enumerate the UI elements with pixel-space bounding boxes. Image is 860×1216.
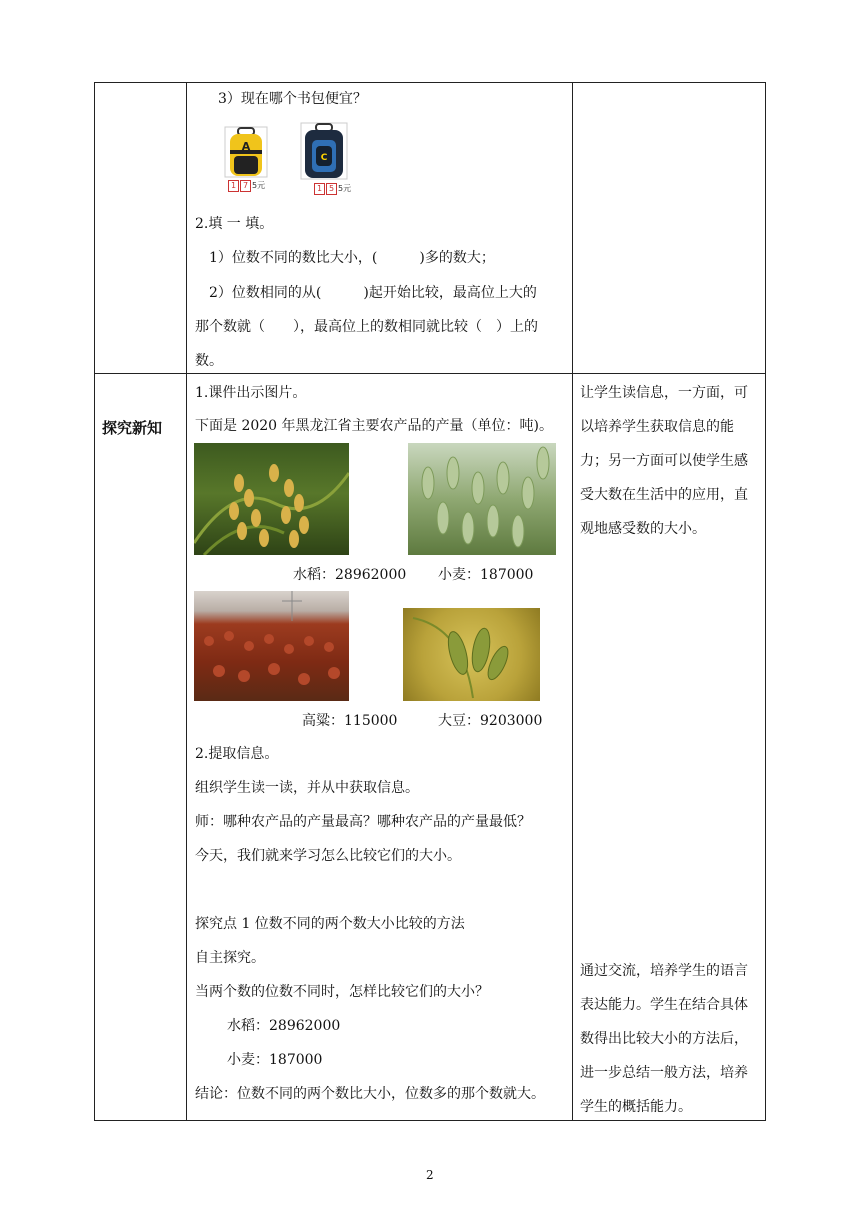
bag-a-digit-1: 1: [228, 180, 239, 192]
bag-a-letter: A: [241, 140, 251, 153]
today-line: 今天，我们就来学习怎么比较它们的大小。: [195, 848, 461, 864]
table-row-divider: [94, 373, 766, 374]
note-line-9: 进一步总结一般方法，培养: [580, 1065, 748, 1081]
note-line-8: 数得出比较大小的方法后，: [580, 1031, 748, 1047]
wheat-photo: [408, 443, 556, 555]
bag-c-letter: C: [320, 153, 328, 163]
note-line-5: 观地感受数的大小。: [580, 521, 706, 537]
section-label: 探究新知: [102, 419, 163, 437]
rice-photo: [194, 443, 349, 555]
example-wheat: 小麦：187000: [227, 1052, 323, 1068]
backpack-c-image: [300, 122, 348, 180]
bag-c-digit-2: 5: [326, 183, 337, 195]
table-border-bottom: [94, 1120, 766, 1121]
bag-c-digit-1: 1: [314, 183, 325, 195]
intro-line: 下面是 2020 年黑龙江省主要农产品的产量（单位：吨)。: [195, 418, 553, 434]
caption-rice: 水稻：28962000: [293, 567, 407, 583]
fill-item-2c: 数。: [195, 353, 223, 369]
soybean-photo: [403, 608, 540, 701]
bag-c-price: [314, 183, 351, 195]
caption-wheat: 小麦：187000: [438, 567, 534, 583]
note-line-6: 通过交流，培养学生的语言: [580, 963, 748, 979]
table-col-divider-1: [186, 82, 187, 1121]
step-2: 2.提取信息。: [195, 746, 279, 762]
bag-a-digit-2: 7: [240, 180, 251, 192]
caption-sorghum: 高粱：115000: [302, 713, 398, 729]
caption-soybean: 大豆：9203000: [438, 713, 543, 729]
self-explore: 自主探究。: [195, 950, 265, 966]
fill-title: 2.填 一 填。: [195, 216, 274, 232]
question-3: 3）现在哪个书包便宜？: [218, 91, 367, 107]
explore-point-1: 探究点 1 位数不同的两个数大小比较的方法: [195, 916, 465, 932]
note-line-10: 学生的概括能力。: [580, 1099, 692, 1115]
fill-item-2b: 那个数就（ ），最高位上的数相同就比较（ ）上的: [195, 319, 538, 335]
table-border-top: [94, 82, 766, 83]
bag-a-price-suffix: 5元: [252, 181, 266, 190]
bag-c-price-suffix: 5元: [338, 184, 352, 193]
fill-item-2a: 2）位数相同的从( )起开始比较，最高位上大的: [209, 285, 537, 301]
step-1: 1.课件出示图片。: [195, 385, 307, 401]
page-number: 2: [426, 1168, 434, 1182]
note-line-1: 让学生读信息，一方面，可: [580, 385, 748, 401]
sorghum-photo: [194, 591, 349, 701]
note-line-7: 表达能力。学生在结合具体: [580, 997, 748, 1013]
explore-question: 当两个数的位数不同时，怎样比较它们的大小？: [195, 984, 489, 1000]
bag-a-price: [228, 180, 265, 192]
table-border-left: [94, 82, 95, 1121]
fill-item-1: 1）位数不同的数比大小，( )多的数大；: [209, 250, 495, 266]
backpack-a-image: [224, 126, 268, 178]
table-col-divider-2: [572, 82, 573, 1121]
note-line-4: 受大数在生活中的应用，直: [580, 487, 748, 503]
note-line-2: 以培养学生获取信息的能: [580, 419, 734, 435]
example-rice: 水稻：28962000: [227, 1018, 341, 1034]
instruction-read: 组织学生读一读，并从中获取信息。: [195, 780, 419, 796]
conclusion: 结论：位数不同的两个数比大小，位数多的那个数就大。: [195, 1086, 545, 1102]
note-line-3: 力；另一方面可以使学生感: [580, 453, 748, 469]
teacher-question: 师：哪种农产品的产量最高？哪种农产品的产量最低？: [195, 814, 531, 830]
table-border-right: [765, 82, 766, 1121]
